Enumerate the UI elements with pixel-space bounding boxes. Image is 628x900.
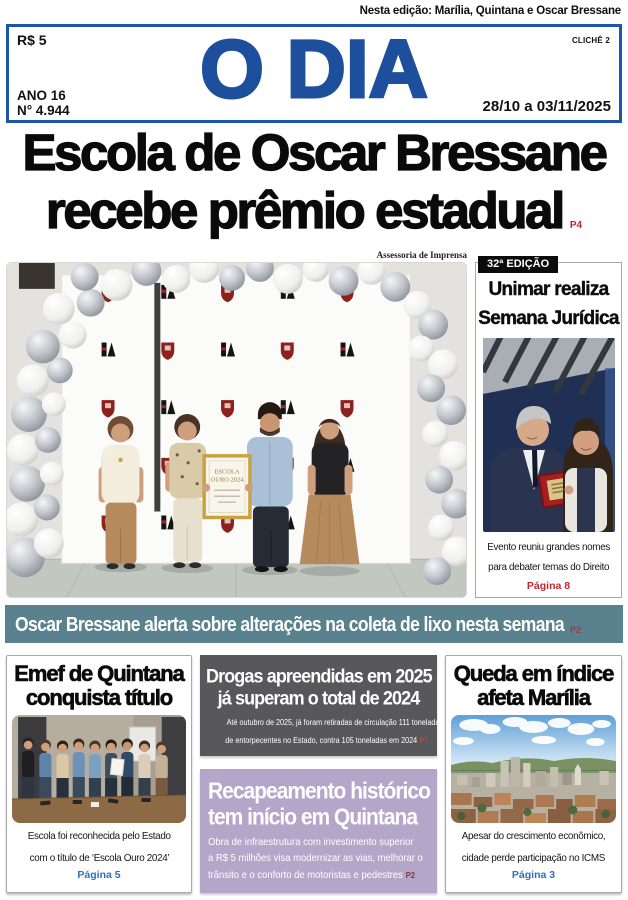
award-certificate [202, 456, 253, 518]
main-content-row [6, 258, 622, 598]
top-edition-note: Nesta edição: Marília, Quintana e Oscar Bressane [359, 5, 621, 17]
story-card-marilia-index [445, 655, 622, 893]
sidebar-photo [483, 338, 615, 532]
quintana-people [22, 738, 168, 800]
lead-page-ref: P4 [569, 219, 583, 231]
marilia-caption: Apesar do crescimento econômico, cidade perde participação no ICMS [461, 831, 606, 864]
quintana-headline: Emef de Quintana conquista título [14, 661, 184, 711]
banner-page-ref: P2 [570, 625, 582, 635]
edition-year: ANO 16 [17, 88, 66, 104]
cliche-label: CLICHÊ 2 [571, 36, 610, 45]
marilia-photo [451, 715, 616, 823]
price-label: R$ 5 [17, 32, 47, 48]
banner-story [5, 605, 623, 643]
newspaper-title: O DIA [200, 23, 428, 115]
edition-date-range: 28/10 a 03/11/2025 [482, 98, 611, 115]
drugs-headline: Drogas apreendidas em 2025 já superam o total de 2024 [206, 665, 432, 710]
edition-year-number [17, 89, 70, 118]
marilia-headline: Queda em índice afeta Marília [453, 661, 614, 711]
story-card-resurfacing [200, 769, 437, 893]
drugs-page-ref: P7 [419, 735, 428, 745]
quintana-photo [12, 715, 186, 823]
certificate-line1: ESCOLA [214, 468, 240, 476]
lead-headline-line1: Escola de Oscar Bressane [22, 124, 606, 181]
banner-headline: Oscar Bressane alerta sobre alterações na coleta de lixo nesta semana [15, 611, 565, 636]
sidebar-page-ref: Página 8 [526, 579, 571, 592]
lead-headline [0, 124, 628, 239]
bottom-middle-column [200, 655, 444, 893]
resurfacing-page-ref: P2 [405, 869, 415, 880]
edition-badge: 32ª EDIÇÃO [478, 256, 558, 273]
quintana-caption: Escola foi reconhecida pelo Estado com o título de ‘Escola Ouro 2024’ [27, 831, 171, 864]
bottom-row [6, 655, 622, 893]
story-card-drugs [200, 655, 444, 756]
lead-headline-line2: recebe prêmio estadual P4 [45, 181, 583, 239]
sidebar-caption: Evento reuniu grandes nomes para debater temas do Direito [487, 542, 610, 574]
marilia-page-ref: Página 3 [511, 869, 556, 882]
resurfacing-headline: Recapeamento histórico tem início em Quintana [208, 779, 430, 830]
sidebar-headline: Unimar realiza Semana Jurídica [478, 279, 619, 329]
masthead [6, 24, 622, 123]
edition-number: N° 4.944 [17, 102, 70, 118]
story-card-quintana-school [6, 655, 192, 893]
sidebar-story-unimar [475, 258, 622, 598]
certificate-line2: OURO 2024 [210, 476, 244, 484]
lead-photo-illustration [7, 263, 466, 597]
quintana-page-ref: Página 5 [77, 869, 121, 882]
lead-photo [6, 262, 467, 598]
photo-credit: Assessoria de Imprensa [376, 250, 467, 260]
drugs-subtext: Até outubro de 2025, já foram retiradas de circulação 111 toneladas de entorpecentes no Estado, contra 105 toneladas em 2024 P7 [225, 717, 444, 745]
resurfacing-subtext: Obra de infraestrutura com investimento superior a R$ 5 milhões visa modernizar as vias, melhorar o trânsito e o conforto de motoristas e pedestres P2 [208, 836, 423, 881]
